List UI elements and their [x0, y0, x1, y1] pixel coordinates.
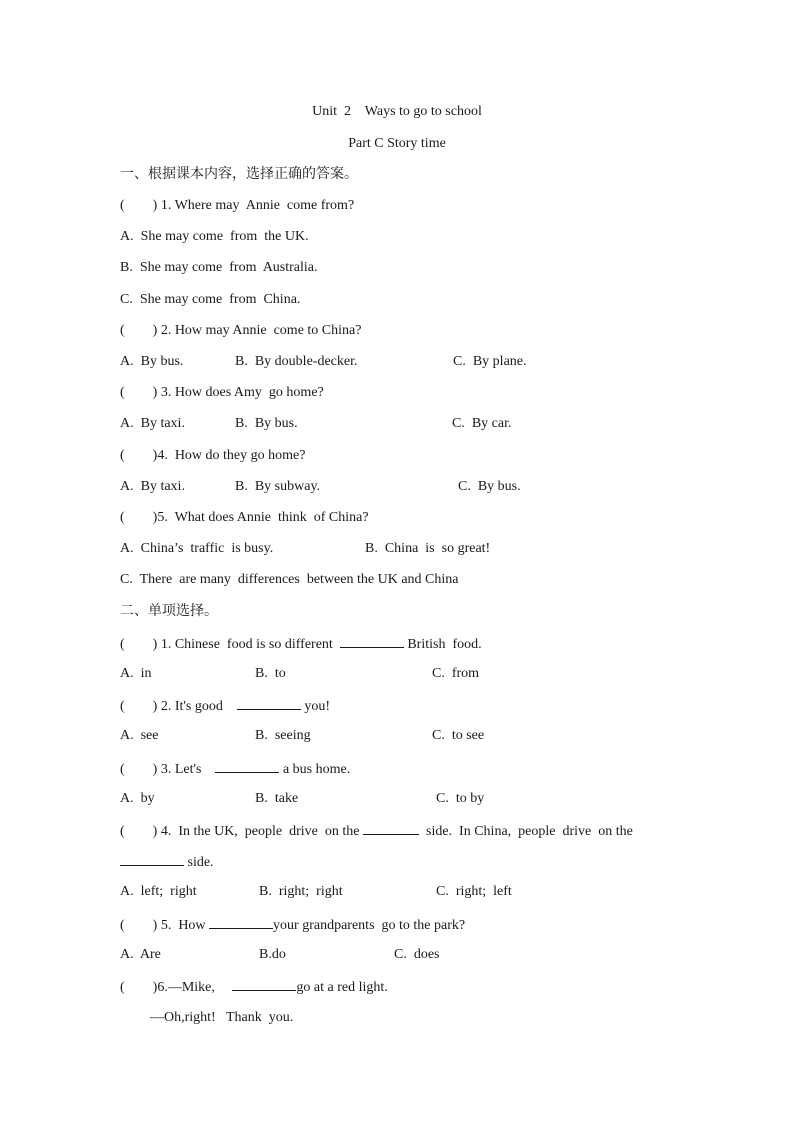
s2-q4-blank-2[interactable] — [120, 853, 184, 866]
s2-q5-prefix: ( ) 5. How — [120, 918, 210, 933]
page-subtitle: Part C Story time — [348, 136, 446, 151]
s1-q5-prompt: ( )5. What does Annie think of China? — [120, 510, 369, 525]
s2-q2-prompt — [120, 697, 330, 715]
s2-q4-option-c: C. right; left — [436, 884, 512, 899]
s2-q3-prompt — [120, 760, 350, 778]
s2-q2-option-c: C. to see — [432, 728, 485, 743]
s1-q4-option-c: C. By bus. — [458, 479, 521, 494]
s2-q3-option-b: B. take — [255, 791, 299, 806]
s1-q5-option-b: B. China is so great! — [365, 541, 491, 556]
s1-q3-prompt: ( ) 3. How does Amy go home? — [120, 385, 324, 400]
s2-q5-option-a: A. Are — [120, 947, 161, 962]
s2-q3-option-c: C. to by — [436, 791, 485, 806]
s1-q1-prompt: ( ) 1. Where may Annie come from? — [120, 198, 355, 213]
s1-q5-option-a: A. China’s traffic is busy. — [120, 541, 274, 556]
s2-q3-blank[interactable] — [215, 760, 279, 773]
s2-q1-blank[interactable] — [340, 635, 404, 648]
s1-q2-option-b: B. By double-decker. — [235, 354, 358, 369]
s2-q3-option-a: A. by — [120, 791, 155, 806]
s1-q1-option-c: C. She may come from China. — [120, 292, 301, 307]
s1-q2-option-a: A. By bus. — [120, 354, 184, 369]
s2-q5-blank[interactable] — [209, 916, 273, 929]
s2-q1-option-b: B. to — [255, 666, 286, 681]
s1-q4-option-a: A. By taxi. — [120, 479, 185, 494]
s2-q3-suffix: a bus home. — [279, 762, 351, 777]
s2-q4-prefix: ( ) 4. In the UK, people drive on the — [120, 824, 363, 839]
s2-q5-option-b: B.do — [259, 947, 286, 962]
s2-q5-suffix: your grandparents go to the park? — [273, 918, 466, 933]
s2-q6-prompt — [120, 978, 388, 996]
s1-q1-option-a: A. She may come from the UK. — [120, 229, 309, 244]
s1-q3-option-b: B. By bus. — [235, 416, 298, 431]
s2-q2-option-a: A. see — [120, 728, 159, 743]
section-1-heading: 一、根据课本内容，选择正确的答案。 — [120, 166, 358, 182]
s2-q4-blank-1[interactable] — [363, 822, 419, 835]
s2-q4-middle: side. In China, people drive on the — [419, 824, 633, 839]
s2-q2-suffix: you! — [300, 699, 331, 714]
s2-q1-option-c: C. from — [432, 666, 480, 681]
page-title: Unit 2 Ways to go to school — [312, 104, 482, 119]
s2-q1-prefix: ( ) 1. Chinese food is so different — [120, 637, 340, 652]
s2-q4-prompt — [120, 822, 633, 840]
s2-q6-reply: —Oh,right! Thank you. — [150, 1010, 294, 1025]
s1-q5-option-c: C. There are many differences between the UK and China — [120, 572, 459, 587]
s2-q6-suffix: go at a red light. — [296, 980, 388, 995]
s2-q2-option-b: B. seeing — [255, 728, 311, 743]
s2-q4-option-b: B. right; right — [259, 884, 343, 899]
s2-q5-option-c: C. does — [394, 947, 440, 962]
s2-q1-option-a: A. in — [120, 666, 152, 681]
s2-q4-continuation — [120, 853, 214, 871]
s2-q1-suffix: British food. — [403, 637, 482, 652]
s1-q4-option-b: B. By subway. — [235, 479, 321, 494]
s1-q3-option-c: C. By car. — [452, 416, 512, 431]
s2-q1-prompt — [120, 635, 482, 653]
s2-q2-blank[interactable] — [237, 697, 301, 710]
s2-q2-prefix: ( ) 2. It's good — [120, 699, 237, 714]
s2-q6-blank[interactable] — [232, 978, 296, 991]
s2-q6-prefix: ( )6.—Mike, — [120, 980, 233, 995]
s2-q3-prefix: ( ) 3. Let's — [120, 762, 216, 777]
s1-q3-option-a: A. By taxi. — [120, 416, 185, 431]
s2-q5-prompt — [120, 916, 465, 934]
s2-q4-suffix: side. — [184, 855, 214, 870]
s1-q2-option-c: C. By plane. — [453, 354, 527, 369]
s1-q1-option-b: B. She may come from Australia. — [120, 260, 318, 275]
s1-q4-prompt: ( )4. How do they go home? — [120, 448, 306, 463]
section-2-heading: 二、单项选择。 — [120, 603, 218, 619]
s1-q2-prompt: ( ) 2. How may Annie come to China? — [120, 323, 362, 338]
s2-q4-option-a: A. left; right — [120, 884, 197, 899]
